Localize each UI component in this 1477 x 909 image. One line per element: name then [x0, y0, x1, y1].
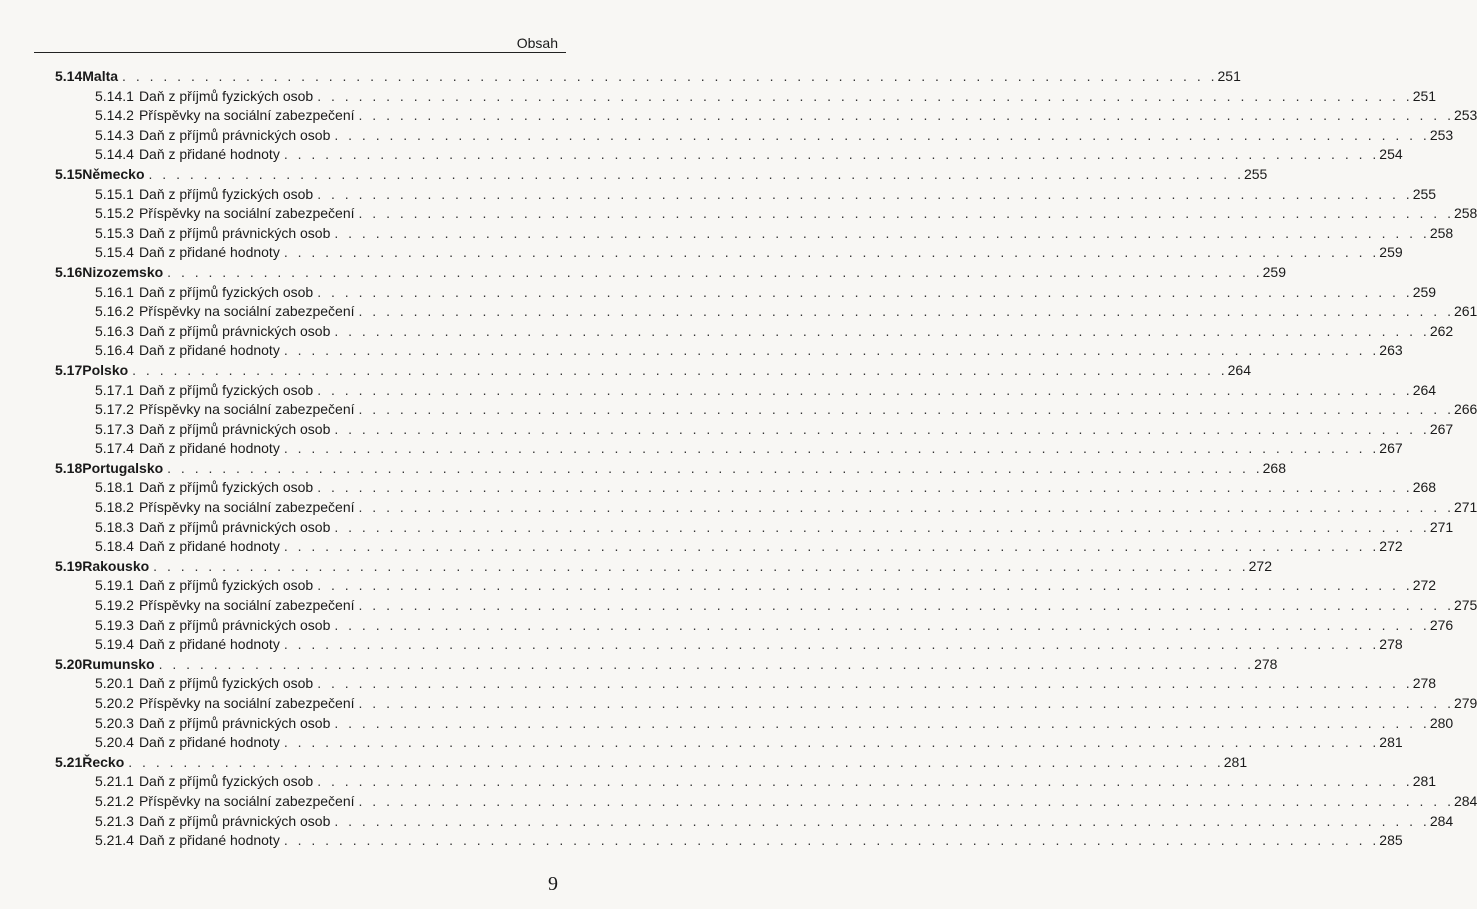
toc-entry-title: Daň z příjmů právnických osob	[138, 322, 331, 339]
toc-entry-number: 5.20	[55, 655, 83, 672]
toc-subsection-entry[interactable]	[0, 537, 1403, 557]
toc-entry-title: Daň z příjmů fyzických osob	[138, 87, 314, 104]
toc-subsection-entry[interactable]	[0, 381, 1437, 401]
toc-subsection-entry[interactable]	[0, 714, 1454, 734]
dot-leader: . . . . . . . . . . . . . . . . . . . . . . . . . . . . . . . . . . . . . . . . . . . . . . . . . . . . . . . . . . . . . . . . . . . . . . . . . . . . . . . .	[122, 68, 1218, 84]
dot-leader: . . . . . . . . . . . . . . . . . . . . . . . . . . . . . . . . . . . . . . . . . . . . . . . . . . . . . . . . . . . . . . . . . . . . . . . . . . . . . . . .	[317, 87, 1413, 104]
toc-entry-number: 5.19.4	[95, 636, 134, 653]
dot-leader: . . . . . . . . . . . . . . . . . . . . . . . . . . . . . . . . . . . . . . . . . . . . . . . . . . . . . . . . . . . . . . . . . . . . . . . . . . . . . . . .	[334, 420, 1430, 437]
toc-entry-title: Příspěvky na sociální zabezpečení	[138, 695, 355, 711]
toc-entry-page: 264	[1227, 361, 1251, 378]
toc-entry-page: 279	[1453, 695, 1477, 711]
toc-entry-number: 5.19.1	[95, 577, 134, 594]
toc-entry-number: 5.14.4	[95, 146, 134, 163]
toc-subsection-entry[interactable]	[0, 733, 1403, 753]
toc-entry-title: Daň z příjmů právnických osob	[138, 224, 331, 241]
dot-leader: . . . . . . . . . . . . . . . . . . . . . . . . . . . . . . . . . . . . . . . . . . . . . . . . . . . . . . . . . . . . . . . . . . . . . . . . . . . . . . . .	[283, 342, 1380, 359]
toc-entry-title: Daň z přidané hodnoty	[138, 342, 280, 359]
toc-entry-page: 278	[1412, 675, 1437, 692]
toc-entry-title: Daň z příjmů fyzických osob	[138, 577, 314, 594]
toc-entry-title: Příspěvky na sociální zabezpečení	[138, 401, 355, 418]
toc-entry-page: 285	[1379, 832, 1403, 849]
dot-leader: . . . . . . . . . . . . . . . . . . . . . . . . . . . . . . . . . . . . . . . . . . . . . . . . . . . . . . . . . . . . . . . . . . . . . . . . . . . . . . . .	[334, 322, 1430, 339]
dot-leader: . . . . . . . . . . . . . . . . . . . . . . . . . . . . . . . . . . . . . . . . . . . . . . . . . . . . . . . . . . . . . . . . . . . . . . . . . . . . . . . .	[358, 695, 1454, 711]
toc-entry-page: 281	[1412, 773, 1437, 790]
toc-entry-title: Malta	[82, 68, 119, 84]
toc-entry-number: 5.15.2	[95, 205, 134, 222]
toc-subsection-entry[interactable]	[0, 576, 1437, 596]
toc-entry-number: 5.19	[55, 557, 83, 574]
toc-subsection-entry[interactable]	[0, 772, 1437, 792]
toc-entry-title: Rakousko	[82, 557, 150, 574]
toc-entry-page: 255	[1243, 165, 1268, 182]
toc-subsection-entry[interactable]	[0, 126, 1454, 146]
toc-entry-number: 5.17.1	[95, 381, 134, 398]
toc-entry-number: 5.20.1	[95, 675, 134, 692]
toc-entry-number: 5.21.1	[95, 773, 134, 790]
toc-entry-title: Nizozemsko	[82, 263, 164, 280]
toc-entry-title: Příspěvky na sociální zabezpečení	[138, 205, 355, 222]
toc-subsection-entry[interactable]	[0, 439, 1403, 459]
toc-entry-page: 278	[1379, 636, 1403, 653]
toc-entry-page: 281	[1223, 753, 1248, 770]
toc-entry-title: Daň z příjmů fyzických osob	[138, 675, 314, 692]
dot-leader: . . . . . . . . . . . . . . . . . . . . . . . . . . . . . . . . . . . . . . . . . . . . . . . . . . . . . . . . . . . . . . . . . . . . . . . . . . . . . . . .	[283, 538, 1380, 555]
toc-entry-number: 5.15	[55, 165, 83, 182]
toc-entry-title: Daň z příjmů fyzických osob	[138, 479, 314, 496]
toc-entry-title: Příspěvky na sociální zabezpečení	[138, 499, 355, 516]
toc-entry-page: 266	[1453, 401, 1477, 418]
toc-entry-page: 253	[1453, 107, 1477, 124]
dot-leader: . . . . . . . . . . . . . . . . . . . . . . . . . . . . . . . . . . . . . . . . . . . . . . . . . . . . . . . . . . . . . . . . . . . . . . . . . . . . . . . .	[317, 283, 1413, 300]
toc-subsection-entry[interactable]	[0, 498, 1477, 518]
toc-entry-number: 5.14.3	[95, 126, 134, 143]
toc-entry-page: 268	[1412, 479, 1437, 496]
table-of-contents	[0, 67, 1477, 851]
toc-entry-title: Daň z přidané hodnoty	[138, 440, 280, 457]
dot-leader: . . . . . . . . . . . . . . . . . . . . . . . . . . . . . . . . . . . . . . . . . . . . . . . . . . . . . . . . . . . . . . . . . . . . . . . . . . . . . . . .	[334, 616, 1430, 633]
toc-entry-title: Daň z příjmů právnických osob	[138, 616, 331, 633]
dot-leader: . . . . . . . . . . . . . . . . . . . . . . . . . . . . . . . . . . . . . . . . . . . . . . . . . . . . . . . . . . . . . . . . . . . . . . . . . . . . . . . .	[317, 675, 1413, 692]
toc-entry-page: 271	[1429, 518, 1454, 535]
toc-entry-page: 275	[1453, 597, 1477, 614]
toc-entry-number: 5.17.3	[95, 420, 134, 437]
toc-entry-title: Daň z příjmů fyzických osob	[138, 773, 314, 790]
dot-leader: . . . . . . . . . . . . . . . . . . . . . . . . . . . . . . . . . . . . . . . . . . . . . . . . . . . . . . . . . . . . . . . . . . . . . . . . . . . . . . . .	[358, 597, 1454, 614]
toc-entry-page: 263	[1379, 342, 1403, 359]
toc-entry-page: 272	[1412, 577, 1437, 594]
toc-entry-number: 5.17.2	[95, 401, 134, 418]
toc-entry-title: Daň z příjmů fyzických osob	[138, 185, 314, 202]
toc-subsection-entry[interactable]	[0, 694, 1477, 714]
toc-entry-page: 271	[1453, 499, 1477, 516]
running-header-title: Obsah	[516, 35, 558, 51]
toc-entry-number: 5.15.1	[95, 185, 134, 202]
toc-entry-number: 5.21.3	[95, 812, 134, 829]
toc-subsection-entry[interactable]	[0, 831, 1403, 851]
toc-entry-page: 259	[1262, 263, 1286, 280]
toc-section-entry[interactable]	[0, 67, 1241, 87]
toc-subsection-entry[interactable]	[0, 420, 1454, 440]
dot-leader: . . . . . . . . . . . . . . . . . . . . . . . . . . . . . . . . . . . . . . . . . . . . . . . . . . . . . . . . . . . . . . . . . . . . . . . . . . . . . . . .	[132, 361, 1228, 378]
toc-entry-number: 5.15.4	[95, 244, 134, 261]
toc-section-entry[interactable]	[0, 753, 1248, 773]
toc-entry-number: 5.19.2	[95, 597, 134, 614]
toc-entry-number: 5.18	[55, 459, 83, 476]
toc-section-entry[interactable]	[0, 557, 1272, 577]
toc-entry-number: 5.14.1	[95, 87, 134, 104]
dot-leader: . . . . . . . . . . . . . . . . . . . . . . . . . . . . . . . . . . . . . . . . . . . . . . . . . . . . . . . . . . . . . . . . . . . . . . . . . . . . . . . .	[128, 753, 1224, 770]
dot-leader: . . . . . . . . . . . . . . . . . . . . . . . . . . . . . . . . . . . . . . . . . . . . . . . . . . . . . . . . . . . . . . . . . . . . . . . . . . . . . . . .	[317, 479, 1413, 496]
toc-subsection-entry[interactable]	[0, 635, 1403, 655]
toc-entry-title: Polsko	[82, 361, 129, 378]
toc-section-entry[interactable]	[0, 263, 1286, 283]
toc-entry-title: Daň z příjmů právnických osob	[138, 126, 331, 143]
toc-entry-page: 254	[1379, 146, 1403, 163]
toc-entry-title: Daň z příjmů právnických osob	[138, 714, 331, 731]
toc-entry-number: 5.16.2	[95, 303, 134, 320]
toc-entry-number: 5.18.4	[95, 538, 134, 555]
toc-entry-page: 276	[1429, 616, 1454, 633]
dot-leader: . . . . . . . . . . . . . . . . . . . . . . . . . . . . . . . . . . . . . . . . . . . . . . . . . . . . . . . . . . . . . . . . . . . . . . . . . . . . . . . .	[358, 107, 1454, 124]
toc-subsection-entry[interactable]	[0, 616, 1454, 636]
dot-leader: . . . . . . . . . . . . . . . . . . . . . . . . . . . . . . . . . . . . . . . . . . . . . . . . . . . . . . . . . . . . . . . . . . . . . . . . . . . . . . . .	[148, 165, 1244, 182]
toc-entry-page: 280	[1429, 714, 1454, 731]
toc-subsection-entry[interactable]	[0, 204, 1477, 224]
dot-leader: . . . . . . . . . . . . . . . . . . . . . . . . . . . . . . . . . . . . . . . . . . . . . . . . . . . . . . . . . . . . . . . . . . . . . . . . . . . . . . . .	[158, 655, 1255, 672]
toc-entry-title: Daň z příjmů právnických osob	[138, 420, 331, 437]
toc-entry-number: 5.21.4	[95, 832, 134, 849]
toc-subsection-entry[interactable]	[0, 185, 1437, 205]
toc-subsection-entry[interactable]	[0, 145, 1403, 165]
dot-leader: . . . . . . . . . . . . . . . . . . . . . . . . . . . . . . . . . . . . . . . . . . . . . . . . . . . . . . . . . . . . . . . . . . . . . . . . . . . . . . . .	[358, 499, 1454, 516]
toc-entry-title: Německo	[82, 165, 145, 182]
toc-entry-page: 261	[1453, 303, 1477, 320]
toc-subsection-entry[interactable]	[0, 596, 1477, 616]
toc-subsection-entry[interactable]	[0, 283, 1437, 303]
toc-entry-number: 5.17	[55, 361, 83, 378]
toc-entry-page: 267	[1379, 440, 1403, 457]
toc-subsection-entry[interactable]	[0, 518, 1454, 538]
dot-leader: . . . . . . . . . . . . . . . . . . . . . . . . . . . . . . . . . . . . . . . . . . . . . . . . . . . . . . . . . . . . . . . . . . . . . . . . . . . . . . . .	[317, 381, 1413, 398]
toc-entry-number: 5.19.3	[95, 616, 134, 633]
dot-leader: . . . . . . . . . . . . . . . . . . . . . . . . . . . . . . . . . . . . . . . . . . . . . . . . . . . . . . . . . . . . . . . . . . . . . . . . . . . . . . . .	[283, 636, 1380, 653]
toc-entry-title: Daň z přidané hodnoty	[138, 146, 280, 163]
header-rule	[34, 52, 566, 53]
toc-section-entry[interactable]	[0, 459, 1286, 479]
toc-subsection-entry[interactable]	[0, 812, 1454, 832]
toc-entry-number: 5.16.4	[95, 342, 134, 359]
toc-entry-number: 5.18.2	[95, 499, 134, 516]
toc-entry-number: 5.14.2	[95, 107, 134, 124]
page-number: 9	[548, 873, 558, 895]
toc-entry-page: 272	[1248, 557, 1272, 574]
toc-entry-title: Daň z přidané hodnoty	[138, 832, 280, 849]
toc-section-entry[interactable]	[0, 361, 1251, 381]
toc-entry-number: 5.14	[55, 68, 83, 84]
dot-leader: . . . . . . . . . . . . . . . . . . . . . . . . . . . . . . . . . . . . . . . . . . . . . . . . . . . . . . . . . . . . . . . . . . . . . . . . . . . . . . . .	[167, 459, 1263, 476]
toc-entry-title: Řecko	[82, 753, 125, 770]
toc-subsection-entry[interactable]	[0, 106, 1477, 126]
toc-entry-number: 5.15.3	[95, 224, 134, 241]
dot-leader: . . . . . . . . . . . . . . . . . . . . . . . . . . . . . . . . . . . . . . . . . . . . . . . . . . . . . . . . . . . . . . . . . . . . . . . . . . . . . . . .	[153, 557, 1249, 574]
dot-leader: . . . . . . . . . . . . . . . . . . . . . . . . . . . . . . . . . . . . . . . . . . . . . . . . . . . . . . . . . . . . . . . . . . . . . . . . . . . . . . . .	[334, 518, 1430, 535]
toc-subsection-entry[interactable]	[0, 674, 1437, 694]
dot-leader: . . . . . . . . . . . . . . . . . . . . . . . . . . . . . . . . . . . . . . . . . . . . . . . . . . . . . . . . . . . . . . . . . . . . . . . . . . . . . . . .	[283, 734, 1380, 751]
toc-subsection-entry[interactable]	[0, 224, 1454, 244]
toc-entry-title: Daň z příjmů právnických osob	[138, 518, 331, 535]
toc-entry-number: 5.20.3	[95, 714, 134, 731]
toc-entry-page: 281	[1379, 734, 1403, 751]
toc-entry-number: 5.16.3	[95, 322, 134, 339]
toc-entry-page: 268	[1262, 459, 1286, 476]
toc-entry-title: Portugalsko	[82, 459, 164, 476]
toc-entry-page: 251	[1217, 68, 1241, 84]
dot-leader: . . . . . . . . . . . . . . . . . . . . . . . . . . . . . . . . . . . . . . . . . . . . . . . . . . . . . . . . . . . . . . . . . . . . . . . . . . . . . . . .	[167, 263, 1263, 280]
toc-entry-page: 251	[1412, 87, 1437, 104]
toc-entry-title: Příspěvky na sociální zabezpečení	[138, 107, 355, 124]
toc-subsection-entry[interactable]	[0, 302, 1477, 322]
toc-entry-number: 5.21	[55, 753, 83, 770]
toc-entry-title: Daň z přidané hodnoty	[138, 734, 280, 751]
toc-entry-number: 5.16.1	[95, 283, 134, 300]
toc-entry-page: 284	[1429, 812, 1454, 829]
toc-entry-page: 267	[1429, 420, 1454, 437]
toc-entry-page: 258	[1453, 205, 1477, 222]
toc-entry-title: Daň z příjmů fyzických osob	[138, 381, 314, 398]
toc-subsection-entry[interactable]	[0, 341, 1403, 361]
dot-leader: . . . . . . . . . . . . . . . . . . . . . . . . . . . . . . . . . . . . . . . . . . . . . . . . . . . . . . . . . . . . . . . . . . . . . . . . . . . . . . . .	[283, 146, 1380, 163]
toc-entry-page: 262	[1429, 322, 1454, 339]
toc-entry-title: Daň z příjmů fyzických osob	[138, 283, 314, 300]
toc-subsection-entry[interactable]	[0, 400, 1477, 420]
toc-subsection-entry[interactable]	[0, 322, 1454, 342]
dot-leader: . . . . . . . . . . . . . . . . . . . . . . . . . . . . . . . . . . . . . . . . . . . . . . . . . . . . . . . . . . . . . . . . . . . . . . . . . . . . . . . .	[334, 126, 1430, 143]
toc-entry-number: 5.16	[55, 263, 83, 280]
toc-entry-title: Daň z přidané hodnoty	[138, 538, 280, 555]
toc-entry-title: Daň z příjmů právnických osob	[138, 812, 331, 829]
toc-subsection-entry[interactable]	[0, 243, 1403, 263]
toc-entry-page: 255	[1412, 185, 1437, 202]
dot-leader: . . . . . . . . . . . . . . . . . . . . . . . . . . . . . . . . . . . . . . . . . . . . . . . . . . . . . . . . . . . . . . . . . . . . . . . . . . . . . . . .	[317, 577, 1413, 594]
toc-entry-page: 259	[1379, 244, 1403, 261]
toc-entry-number: 5.18.1	[95, 479, 134, 496]
toc-entry-number: 5.21.2	[95, 792, 134, 809]
toc-entry-title: Příspěvky na sociální zabezpečení	[138, 792, 355, 809]
toc-entry-page: 253	[1429, 126, 1454, 143]
toc-subsection-entry[interactable]	[0, 478, 1437, 498]
dot-leader: . . . . . . . . . . . . . . . . . . . . . . . . . . . . . . . . . . . . . . . . . . . . . . . . . . . . . . . . . . . . . . . . . . . . . . . . . . . . . . . .	[317, 185, 1413, 202]
toc-subsection-entry[interactable]	[0, 87, 1437, 107]
dot-leader: . . . . . . . . . . . . . . . . . . . . . . . . . . . . . . . . . . . . . . . . . . . . . . . . . . . . . . . . . . . . . . . . . . . . . . . . . . . . . . . .	[317, 773, 1413, 790]
dot-leader: . . . . . . . . . . . . . . . . . . . . . . . . . . . . . . . . . . . . . . . . . . . . . . . . . . . . . . . . . . . . . . . . . . . . . . . . . . . . . . . .	[334, 224, 1430, 241]
toc-entry-title: Příspěvky na sociální zabezpečení	[138, 597, 355, 614]
toc-entry-title: Příspěvky na sociální zabezpečení	[138, 303, 355, 320]
toc-entry-title: Daň z přidané hodnoty	[138, 636, 280, 653]
toc-entry-number: 5.20.4	[95, 734, 134, 751]
toc-entry-title: Rumunsko	[82, 655, 155, 672]
toc-entry-number: 5.17.4	[95, 440, 134, 457]
dot-leader: . . . . . . . . . . . . . . . . . . . . . . . . . . . . . . . . . . . . . . . . . . . . . . . . . . . . . . . . . . . . . . . . . . . . . . . . . . . . . . . .	[358, 303, 1454, 320]
dot-leader: . . . . . . . . . . . . . . . . . . . . . . . . . . . . . . . . . . . . . . . . . . . . . . . . . . . . . . . . . . . . . . . . . . . . . . . . . . . . . . . .	[358, 792, 1454, 809]
toc-entry-page: 264	[1412, 381, 1437, 398]
dot-leader: . . . . . . . . . . . . . . . . . . . . . . . . . . . . . . . . . . . . . . . . . . . . . . . . . . . . . . . . . . . . . . . . . . . . . . . . . . . . . . . .	[358, 205, 1454, 222]
toc-entry-title: Daň z přidané hodnoty	[138, 244, 280, 261]
toc-section-entry[interactable]	[0, 655, 1278, 675]
dot-leader: . . . . . . . . . . . . . . . . . . . . . . . . . . . . . . . . . . . . . . . . . . . . . . . . . . . . . . . . . . . . . . . . . . . . . . . . . . . . . . . .	[334, 812, 1430, 829]
toc-entry-page: 259	[1412, 283, 1437, 300]
toc-entry-number: 5.18.3	[95, 518, 134, 535]
dot-leader: . . . . . . . . . . . . . . . . . . . . . . . . . . . . . . . . . . . . . . . . . . . . . . . . . . . . . . . . . . . . . . . . . . . . . . . . . . . . . . . .	[283, 832, 1380, 849]
toc-entry-page: 258	[1429, 224, 1454, 241]
toc-section-entry[interactable]	[0, 165, 1268, 185]
toc-subsection-entry[interactable]	[0, 792, 1477, 812]
toc-entry-page: 284	[1453, 792, 1477, 809]
toc-entry-page: 278	[1254, 655, 1278, 672]
dot-leader: . . . . . . . . . . . . . . . . . . . . . . . . . . . . . . . . . . . . . . . . . . . . . . . . . . . . . . . . . . . . . . . . . . . . . . . . . . . . . . . .	[283, 440, 1380, 457]
dot-leader: . . . . . . . . . . . . . . . . . . . . . . . . . . . . . . . . . . . . . . . . . . . . . . . . . . . . . . . . . . . . . . . . . . . . . . . . . . . . . . . .	[358, 401, 1454, 418]
toc-entry-page: 272	[1379, 538, 1403, 555]
dot-leader: . . . . . . . . . . . . . . . . . . . . . . . . . . . . . . . . . . . . . . . . . . . . . . . . . . . . . . . . . . . . . . . . . . . . . . . . . . . . . . . .	[283, 244, 1380, 261]
toc-entry-number: 5.20.2	[95, 695, 134, 711]
dot-leader: . . . . . . . . . . . . . . . . . . . . . . . . . . . . . . . . . . . . . . . . . . . . . . . . . . . . . . . . . . . . . . . . . . . . . . . . . . . . . . . .	[334, 714, 1430, 731]
